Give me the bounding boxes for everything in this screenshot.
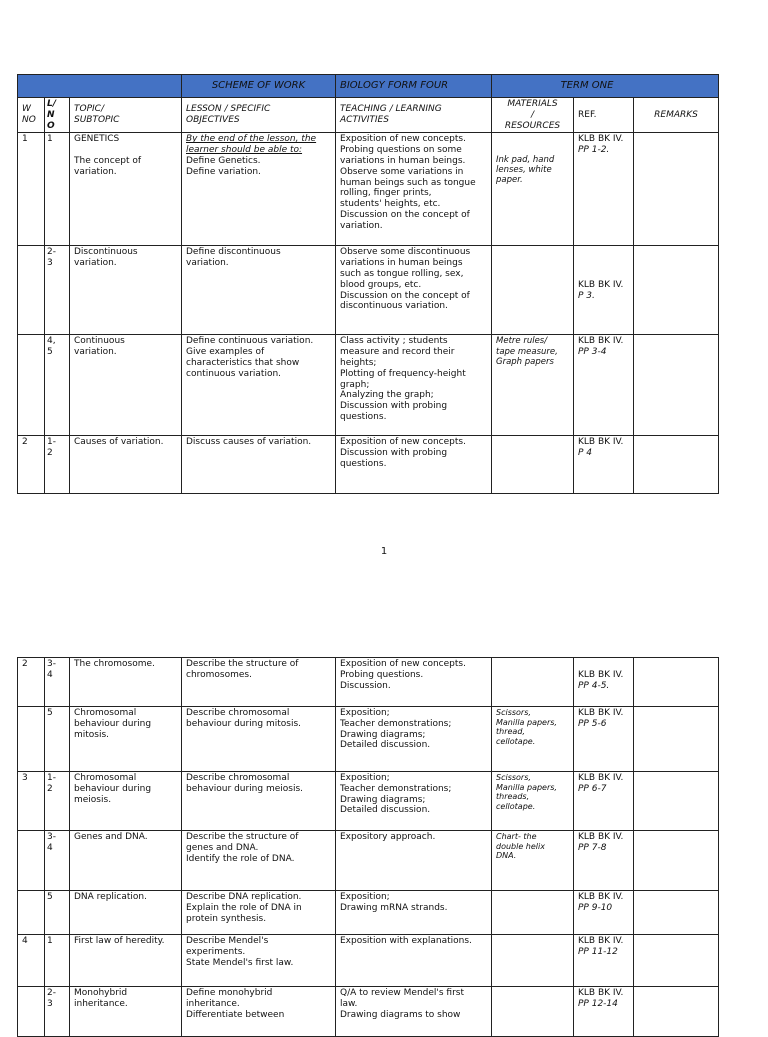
reference-cell xyxy=(574,987,634,1037)
text-line: TOPIC/ xyxy=(74,104,104,115)
text-line: KLB BK IV. xyxy=(578,936,624,946)
text-line xyxy=(578,258,629,269)
header-materials xyxy=(492,98,574,133)
activities-cell xyxy=(336,246,492,335)
text-line xyxy=(578,247,629,258)
materials-cell xyxy=(492,436,574,494)
text-line: / xyxy=(530,109,535,120)
header-topic xyxy=(70,98,182,133)
week-number xyxy=(18,335,45,436)
text-line: human beings such as tongue xyxy=(340,177,476,188)
text-line: variations in human beings. xyxy=(340,155,466,166)
lesson-number xyxy=(45,831,70,891)
text-line: Scissors, xyxy=(496,773,531,782)
text-line: 5 xyxy=(47,892,53,902)
header-week xyxy=(18,98,45,133)
objectives-intro xyxy=(186,134,331,156)
text-line: PP 12-14 xyxy=(578,998,618,1009)
text-line: Observe some variations in xyxy=(340,166,464,177)
text-line: The concept of xyxy=(74,155,142,166)
text-line: KLB BK IV. xyxy=(578,669,624,680)
objectives-cell xyxy=(182,133,336,246)
text-line: MATERIALS xyxy=(507,99,558,109)
text-line: Discontinuous xyxy=(74,247,138,258)
text-line: tape measure, xyxy=(496,346,558,357)
text-line: TEACHING / LEARNING xyxy=(340,104,442,115)
column-header-row xyxy=(18,98,719,133)
remarks-cell xyxy=(634,133,719,246)
text-line: The chromosome. xyxy=(74,659,155,669)
week-number xyxy=(18,891,45,935)
text-line: Discuss causes of variation. xyxy=(186,437,312,448)
text-line: heights; xyxy=(340,357,377,368)
text-line: GENETICS xyxy=(74,134,120,145)
scheme-table-page-1 xyxy=(17,74,719,494)
activities-cell xyxy=(336,133,492,246)
text-line: PP 3-4 xyxy=(578,347,607,358)
text-line: Observe some discontinuous xyxy=(340,247,471,258)
lesson-number xyxy=(45,658,70,707)
topic-cell xyxy=(70,987,182,1037)
text-line: PP 5-6 xyxy=(578,718,607,729)
text-line: Probing questions on some xyxy=(340,145,462,156)
text-line: Describe chromosomal xyxy=(186,708,290,718)
text-line: variation. xyxy=(340,220,383,231)
text-line: inheritance. xyxy=(186,998,240,1009)
text-line: graph; xyxy=(340,379,370,390)
lesson-number xyxy=(45,772,70,831)
header-activities xyxy=(336,98,492,133)
materials-cell xyxy=(492,935,574,987)
week-number: 3 xyxy=(18,772,45,831)
text-line: learner should be able to: xyxy=(186,145,303,156)
text-line: Exposition with explanations. xyxy=(340,936,472,946)
text-line xyxy=(578,269,629,280)
lesson-row xyxy=(18,935,719,987)
text-line: Discussion with probing xyxy=(340,448,448,459)
reference-cell xyxy=(574,246,634,335)
text-line: KLB BK IV. xyxy=(578,336,624,347)
text-line: LESSON / SPECIFIC xyxy=(186,104,271,115)
text-line: Plotting of frequency-height xyxy=(340,368,466,379)
header-remarks: REMARKS xyxy=(634,98,719,133)
text-line: Metre rules/ xyxy=(496,336,548,347)
lesson-number xyxy=(45,335,70,436)
lesson-row xyxy=(18,891,719,935)
text-line: Expository approach. xyxy=(340,832,436,842)
objectives-cell xyxy=(182,658,336,707)
activities-cell xyxy=(336,772,492,831)
text-line: variation. xyxy=(74,347,117,358)
activities-cell xyxy=(336,987,492,1037)
text-line: Explain the role of DNA in xyxy=(186,902,302,913)
text-line: behaviour during meiosis. xyxy=(186,783,304,794)
text-line: PP 7-8 xyxy=(578,842,607,853)
lesson-row xyxy=(18,707,719,772)
text-line: Drawing diagrams; xyxy=(340,729,426,740)
lesson-row xyxy=(18,335,719,436)
objectives-cell xyxy=(182,987,336,1037)
week-number: 2 xyxy=(18,436,45,494)
materials-cell xyxy=(492,658,574,707)
lesson-number xyxy=(45,436,70,494)
text-line: KLB BK IV. xyxy=(578,988,624,998)
text-line: 1- xyxy=(47,773,56,783)
activities-cell xyxy=(336,335,492,436)
text-line: 1 xyxy=(47,936,53,946)
text-line: Differentiate between xyxy=(186,1009,285,1020)
materials-cell xyxy=(492,831,574,891)
materials-cell xyxy=(492,772,574,831)
text-line: Drawing mRNA strands. xyxy=(340,902,448,913)
text-line: 5 xyxy=(47,708,53,718)
text-line: KLB BK IV. xyxy=(578,892,624,902)
text-line: PP 4-5. xyxy=(578,680,610,691)
text-line: Manilla papers, xyxy=(496,782,557,792)
text-line: continuous variation. xyxy=(186,368,282,379)
text-line: O xyxy=(47,120,55,131)
text-line: Define variation. xyxy=(186,166,261,177)
materials-cell xyxy=(492,246,574,335)
text-line: questions. xyxy=(340,411,387,422)
scheme-title: SCHEME OF WORK xyxy=(182,75,336,98)
text-line: DNA replication. xyxy=(74,892,147,902)
text-line: mitosis. xyxy=(74,729,110,740)
text-line: P 3. xyxy=(578,290,595,301)
text-line: KLB BK IV. xyxy=(578,437,624,448)
text-line: Analyzing the graph; xyxy=(340,390,434,401)
remarks-cell xyxy=(634,335,719,436)
text-line: behaviour during xyxy=(74,718,152,729)
term-title: TERM ONE xyxy=(492,75,719,98)
text-line: thread, xyxy=(496,727,525,737)
lesson-row xyxy=(18,133,719,246)
text-line: variation. xyxy=(186,258,229,269)
reference-cell xyxy=(574,335,634,436)
scheme-table-page-2 xyxy=(17,657,719,1037)
text-line: Exposition of new concepts. xyxy=(340,134,466,145)
lesson-number xyxy=(45,987,70,1037)
lesson-row xyxy=(18,436,719,494)
text-line: Teacher demonstrations; xyxy=(340,783,452,794)
text-line: measure and record their xyxy=(340,347,455,358)
text-line: chromosomes. xyxy=(186,669,252,680)
text-line: cellotape. xyxy=(496,801,536,811)
text-line: Teacher demonstrations; xyxy=(340,718,452,729)
text-line: Describe the structure of xyxy=(186,832,299,842)
text-line: variation. xyxy=(74,258,117,269)
text-line: Exposition of new concepts. xyxy=(340,659,466,669)
materials-cell xyxy=(492,987,574,1037)
text-line: Drawing diagrams; xyxy=(340,794,426,805)
text-line xyxy=(496,134,569,144)
text-line: cellotape. xyxy=(496,736,536,746)
text-line: 2- xyxy=(47,988,56,998)
objectives-cell xyxy=(182,831,336,891)
activities-cell xyxy=(336,935,492,987)
text-line: PP 9-10 xyxy=(578,902,613,913)
topic-cell xyxy=(70,133,182,246)
remarks-cell xyxy=(634,658,719,707)
topic-cell xyxy=(70,935,182,987)
text-line: State Mendel's first law. xyxy=(186,957,294,968)
text-line: 3- xyxy=(47,832,56,842)
text-line: Causes of variation. xyxy=(74,437,164,448)
objectives-cell xyxy=(182,935,336,987)
text-line: Give examples of xyxy=(186,347,265,358)
text-line: PP 1-2. xyxy=(578,145,610,156)
text-line: meiosis. xyxy=(74,794,112,805)
text-line: variations in human beings xyxy=(340,258,463,269)
remarks-cell xyxy=(634,987,719,1037)
text-line: 2- xyxy=(47,247,56,258)
activities-cell xyxy=(336,891,492,935)
text-line: Genes and DNA. xyxy=(74,832,148,842)
topic-cell xyxy=(70,436,182,494)
week-number xyxy=(18,831,45,891)
lesson-number xyxy=(45,935,70,987)
text-line: 4, xyxy=(47,336,56,347)
text-line: NO xyxy=(22,115,36,126)
text-line: Define discontinuous xyxy=(186,247,281,258)
topic-cell xyxy=(70,831,182,891)
text-line: Chromosomal xyxy=(74,773,137,783)
text-line: paper. xyxy=(496,175,523,186)
text-line: Discussion with probing xyxy=(340,401,448,412)
text-line: behaviour during mitosis. xyxy=(186,718,302,729)
text-line: Exposition; xyxy=(340,892,390,902)
materials-cell xyxy=(492,133,574,246)
text-line: Manilla papers, xyxy=(496,717,557,727)
text-line: 3- xyxy=(47,659,56,669)
text-line: Class activity ; students xyxy=(340,336,448,347)
topic-cell xyxy=(70,335,182,436)
text-line: KLB BK IV. xyxy=(578,134,624,145)
text-line: 4 xyxy=(47,669,53,680)
lesson-row xyxy=(18,987,719,1037)
lesson-number xyxy=(45,891,70,935)
week-number xyxy=(18,707,45,772)
text-line: P 4 xyxy=(578,448,593,459)
text-line: Discussion on the concept of xyxy=(340,290,470,301)
objectives-cell xyxy=(182,707,336,772)
text-line: threads, xyxy=(496,792,530,802)
text-line: behaviour during xyxy=(74,783,152,794)
remarks-cell xyxy=(634,246,719,335)
text-line: Describe DNA replication. xyxy=(186,892,302,902)
text-line: KLB BK IV. xyxy=(578,279,624,290)
activities-cell xyxy=(336,831,492,891)
text-line: Continuous xyxy=(74,336,125,347)
text-line: students' heights, etc. xyxy=(340,199,441,210)
text-line: 3 xyxy=(47,998,53,1009)
text-line: PP 6-7 xyxy=(578,783,607,794)
topic-cell xyxy=(70,658,182,707)
materials-cell xyxy=(492,335,574,436)
objectives-cell xyxy=(182,891,336,935)
text-line: By the end of the lesson, the xyxy=(186,134,317,145)
text-line: discontinuous variation. xyxy=(340,301,448,312)
reference-cell xyxy=(574,133,634,246)
remarks-cell xyxy=(634,707,719,772)
text-line: Exposition of new concepts. xyxy=(340,437,466,448)
text-line: Drawing diagrams to show xyxy=(340,1009,461,1020)
text-line: blood groups, etc. xyxy=(340,279,422,290)
text-line: 4 xyxy=(47,842,53,853)
text-line: Describe the structure of xyxy=(186,659,299,669)
text-line: 2 xyxy=(47,448,53,459)
text-line: DNA. xyxy=(496,851,517,861)
text-line: Q/A to review Mendel's first xyxy=(340,988,465,998)
text-line: W xyxy=(22,104,31,115)
remarks-cell xyxy=(634,891,719,935)
text-line: questions. xyxy=(340,458,387,469)
lesson-row xyxy=(18,772,719,831)
text-line: 2 xyxy=(47,783,53,794)
text-line: genes and DNA. xyxy=(186,842,259,853)
text-line: Detailed discussion. xyxy=(340,805,431,816)
remarks-cell xyxy=(634,436,719,494)
text-line: Chart- the xyxy=(496,832,537,841)
text-line: ACTIVITIES xyxy=(340,115,389,126)
materials-cell xyxy=(492,707,574,772)
text-line: Discussion on the concept of xyxy=(340,209,470,220)
text-line: First law of heredity. xyxy=(74,936,165,946)
remarks-cell xyxy=(634,772,719,831)
reference-cell xyxy=(574,436,634,494)
objectives-cell xyxy=(182,436,336,494)
title-banner xyxy=(18,75,719,98)
week-number xyxy=(18,246,45,335)
lesson-number xyxy=(45,246,70,335)
text-line: Scissors, xyxy=(496,708,531,717)
lesson-row xyxy=(18,246,719,335)
text-line: Detailed discussion. xyxy=(340,740,431,751)
topic-cell xyxy=(70,891,182,935)
topic-cell xyxy=(70,246,182,335)
text-line: such as tongue rolling, sex, xyxy=(340,268,464,279)
text-line: Exposition; xyxy=(340,773,390,783)
text-line: Discussion. xyxy=(340,680,391,691)
text-line: Ink pad, hand xyxy=(496,154,555,165)
text-line: KLB BK IV. xyxy=(578,773,624,783)
header-objectives xyxy=(182,98,336,133)
activities-cell xyxy=(336,436,492,494)
text-line: 5 xyxy=(47,347,53,358)
text-line: rolling, finger prints, xyxy=(340,188,432,199)
text-line: Describe chromosomal xyxy=(186,773,290,783)
week-number: 4 xyxy=(18,935,45,987)
reference-cell xyxy=(574,935,634,987)
text-line: 1 xyxy=(47,134,53,145)
text-line: double helix xyxy=(496,841,545,851)
text-line xyxy=(578,659,629,670)
text-line: Graph papers xyxy=(496,356,554,367)
reference-cell xyxy=(574,831,634,891)
text-line: Define monohybrid xyxy=(186,988,273,998)
materials-cell xyxy=(492,891,574,935)
text-line: variation. xyxy=(74,166,117,177)
remarks-cell xyxy=(634,935,719,987)
lesson-number xyxy=(45,133,70,246)
text-line: KLB BK IV. xyxy=(578,832,624,842)
text-line xyxy=(74,145,177,156)
reference-cell xyxy=(574,772,634,831)
text-line: Chromosomal xyxy=(74,708,137,718)
text-line: protein synthesis. xyxy=(186,913,267,924)
text-line: law. xyxy=(340,998,358,1009)
text-line: OBJECTIVES xyxy=(186,115,240,126)
week-number xyxy=(18,987,45,1037)
topic-cell xyxy=(70,707,182,772)
text-line: Monohybrid xyxy=(74,988,128,998)
subject-title: BIOLOGY FORM FOUR xyxy=(336,75,492,98)
text-line: PP 11-12 xyxy=(578,946,618,957)
week-number: 1 xyxy=(18,133,45,246)
header-lesson-no xyxy=(45,98,70,133)
text-line: L/ xyxy=(47,99,57,109)
text-line xyxy=(496,145,569,155)
text-line: RESOURCES xyxy=(504,120,561,131)
topic-cell xyxy=(70,772,182,831)
text-line: 3 xyxy=(47,258,53,269)
text-line: Exposition; xyxy=(340,708,390,718)
text-line: characteristics that show xyxy=(186,357,300,368)
activities-cell xyxy=(336,707,492,772)
text-line: Probing questions. xyxy=(340,669,424,680)
lesson-row xyxy=(18,658,719,707)
objectives-cell xyxy=(182,246,336,335)
text-line: experiments. xyxy=(186,946,246,957)
objectives-cell xyxy=(182,772,336,831)
objectives-cell xyxy=(182,335,336,436)
reference-cell xyxy=(574,891,634,935)
text-line: Identify the role of DNA. xyxy=(186,853,295,864)
text-line: Define Genetics. xyxy=(186,155,261,166)
text-line: lenses, white xyxy=(496,164,552,175)
remarks-cell xyxy=(634,831,719,891)
lesson-row xyxy=(18,831,719,891)
text-line: KLB BK IV. xyxy=(578,708,624,718)
page-number: 1 xyxy=(380,546,388,557)
reference-cell xyxy=(574,707,634,772)
header-ref: REF. xyxy=(574,98,634,133)
activities-cell xyxy=(336,658,492,707)
text-line: N xyxy=(47,109,55,120)
lesson-number xyxy=(45,707,70,772)
week-number: 2 xyxy=(18,658,45,707)
text-line: Define continuous variation. xyxy=(186,336,314,347)
reference-cell xyxy=(574,658,634,707)
text-line: SUBTOPIC xyxy=(74,115,120,126)
text-line: Describe Mendel's xyxy=(186,936,269,946)
text-line: inheritance. xyxy=(74,998,128,1009)
text-line: 1- xyxy=(47,437,56,448)
